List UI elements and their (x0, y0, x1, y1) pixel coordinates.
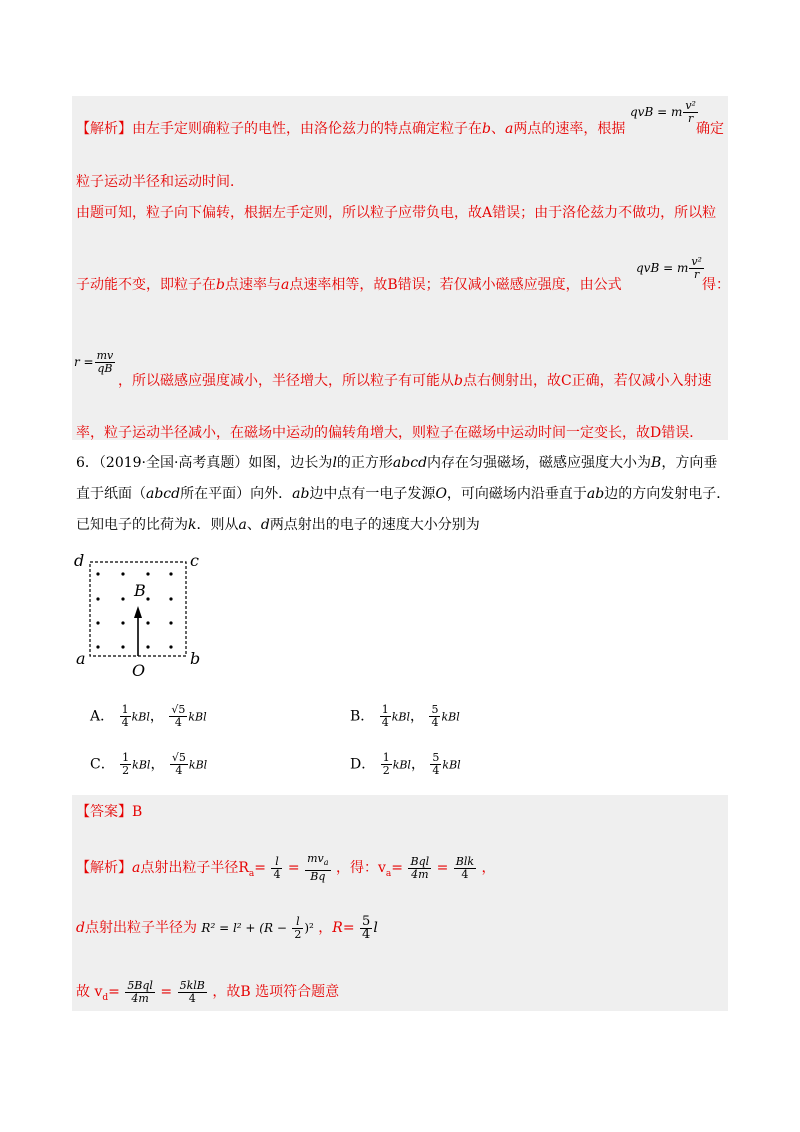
magnetic-field-figure (72, 548, 212, 678)
question-line2: 直于纸面（abcd所在平面）向外．ab边中点有一电子发源O，可向磁场内沿垂直于ab边的方向发射电子． (76, 486, 731, 502)
label-O: O (132, 661, 146, 678)
explanation1-line2: 粒子运动半径和运动时间． (76, 174, 244, 190)
explanation2-line3: 故 $v_d=$ $\frac{\text{5Bql}}{4m}$ = $\frac{\text{5klB}}{4}$ ，故B 选项符合题意 (76, 978, 340, 1005)
question-line1: 6．（2019·全国·高考真题）如图，边长为l的正方形abcd内存在匀强磁场，磁感应强度大小为B，方向垂 (76, 455, 718, 471)
explanation1-line1-tail: 确定 (696, 121, 724, 137)
explanation2-line2: d点射出粒子半径为 R² = l² + (R − $\frac{l}{2}$ )² ，R= $\frac{5}{4}$ l (76, 913, 378, 942)
option-c[interactable]: C． $\frac{1}{2}$ kBl， $\frac{√5}{4}$ kBl (90, 751, 208, 777)
answer-line: 【答案】B (76, 804, 143, 820)
explanation2-line1: 【解析】a点射出粒子半径$R_a=$ $\frac{l}{4}$ = $\frac{mv_a}{Bq}$ ，得：$v_a=$ $\frac{\text{Bql}}{4m}$ = $\frac{\text{Blk}}{4}$ ， (76, 852, 496, 883)
explanation1-line6: 率，粒子运动半径减小，在磁场中运动的偏转角增大，则粒子在磁场中运动时间一定变长，故D错误． (76, 425, 704, 441)
label-B: B (134, 581, 146, 600)
explanation1-line4: 子动能不变，即粒子在b点速率与a点速率相等，故B错误；若仅减小磁感应强度，由公式 (76, 277, 622, 293)
option-d[interactable]: D． $\frac{1}{2}$ kBl， $\frac{5}{4}$ kBl (350, 751, 461, 777)
formula-r: r = $\frac{mv}{qB}$ (74, 349, 114, 375)
explanation1-line5: ，所以磁感应强度减小，半径增大，所以粒子有可能从b点右侧射出，故C正确，若仅减小入射速 (118, 373, 712, 389)
explanation1-line1: 【解析】由左手定则确粒子的电性，由洛伦兹力的特点确定粒子在b、a两点的速率，根据 (76, 121, 626, 137)
option-a[interactable]: A． $\frac{1}{4}$ kBl， $\frac{√5}{4}$ kBl (90, 703, 207, 729)
label-a: a (76, 649, 86, 668)
label-d: d (74, 551, 85, 570)
explanation1-line4-tail: 得： (702, 277, 730, 293)
formula-qvb-1: qvB = m $\frac{\text{v²}}{r}$ (630, 99, 696, 125)
arrow-head (134, 606, 142, 618)
label-b: b (190, 649, 201, 668)
question-line3: 已知电子的比荷为k．则从a、d两点射出的电子的速度大小分别为 (76, 517, 480, 533)
explanation1-line3: 由题可知，粒子向下偏转，根据左手定则，所以粒子应带负电，故A错误；由于洛伦兹力不做功，所以粒 (76, 205, 717, 221)
label-c: c (190, 551, 199, 570)
option-b[interactable]: B． $\frac{1}{4}$ kBl， $\frac{5}{4}$ kBl (350, 703, 460, 729)
formula-qvb-2: qvB = m $\frac{\text{v²}}{r}$ (636, 255, 702, 281)
